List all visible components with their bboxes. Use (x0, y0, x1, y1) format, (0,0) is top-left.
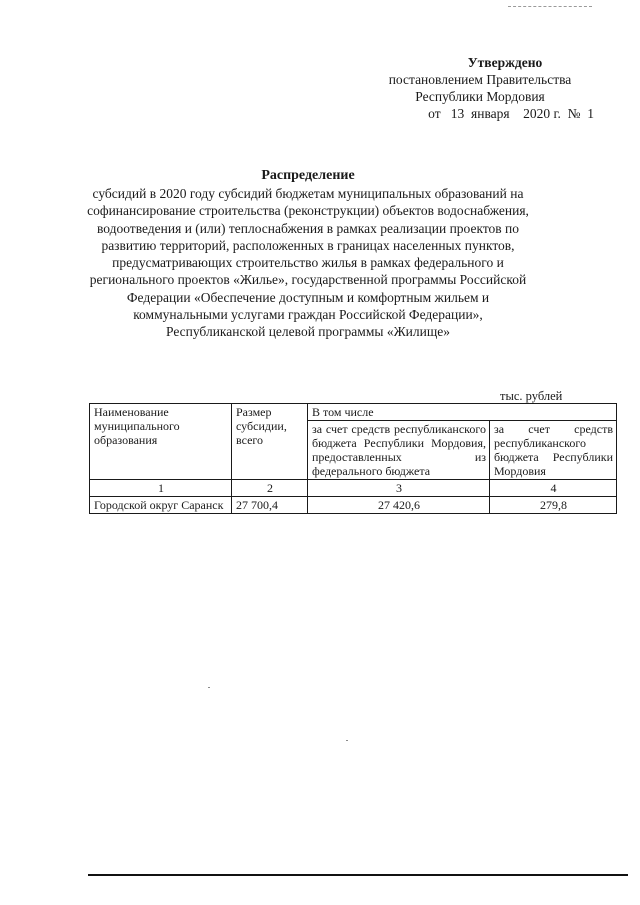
scan-header-mark (508, 6, 592, 8)
approval-heading: Утверждено (467, 55, 543, 70)
header-including: В том числе (308, 404, 617, 421)
approval-republic-line: Республики Мордовия (415, 89, 545, 104)
cell-republican: 279,8 (490, 497, 617, 514)
approval-issuer-line: постановлением Правительства (388, 72, 572, 87)
column-number: 3 (308, 480, 490, 497)
document-subtitle: субсидий в 2020 году субсидий бюджетам муниципальных образований на софинансирование строительства (реконструкции) объектов водоснабжения, водоотведения и (или) теплоснабжения в рамках реализации проектов по развитию территорий, расположенных в границах населенных пунктов, предусматривающих строительство жилья в рамках федерального и регионального проектов «Жилье», государственной программы Российской Федерации «Обеспечение доступным и комфортным жильем и коммунальными услугами граждан Российской Федерации», Республиканской целевой программы «Жилище» (87, 186, 529, 340)
scan-speck (208, 687, 210, 688)
header-total: Размер субсидии, всего (232, 404, 308, 480)
header-federal: за счет средств республиканского бюджета Республики Мордовия, предоставленных из федерального бюджета (308, 421, 490, 480)
unit-label: тыс. рублей (500, 389, 563, 403)
table-row (90, 497, 617, 514)
cell-total: 27 700,4 (232, 497, 308, 514)
cell-municipality: Городской округ Саранск (90, 497, 232, 514)
column-number: 1 (90, 480, 232, 497)
document-title: Распределение (261, 168, 355, 183)
column-number: 4 (490, 480, 617, 497)
approval-date-line: от 13 января 2020 г. № 1 (428, 106, 594, 121)
approval-block (360, 54, 600, 122)
header-municipality: Наименование муниципального образования (90, 404, 232, 480)
distribution-table (89, 403, 617, 514)
cell-federal: 27 420,6 (308, 497, 490, 514)
scan-bottom-rule (88, 874, 628, 876)
scan-speck (346, 740, 348, 741)
header-republican: за счет средств республиканского бюджета Республики Мордовия (490, 421, 617, 480)
column-number-row (90, 480, 617, 497)
table-header-row (90, 404, 617, 421)
column-number: 2 (232, 480, 308, 497)
